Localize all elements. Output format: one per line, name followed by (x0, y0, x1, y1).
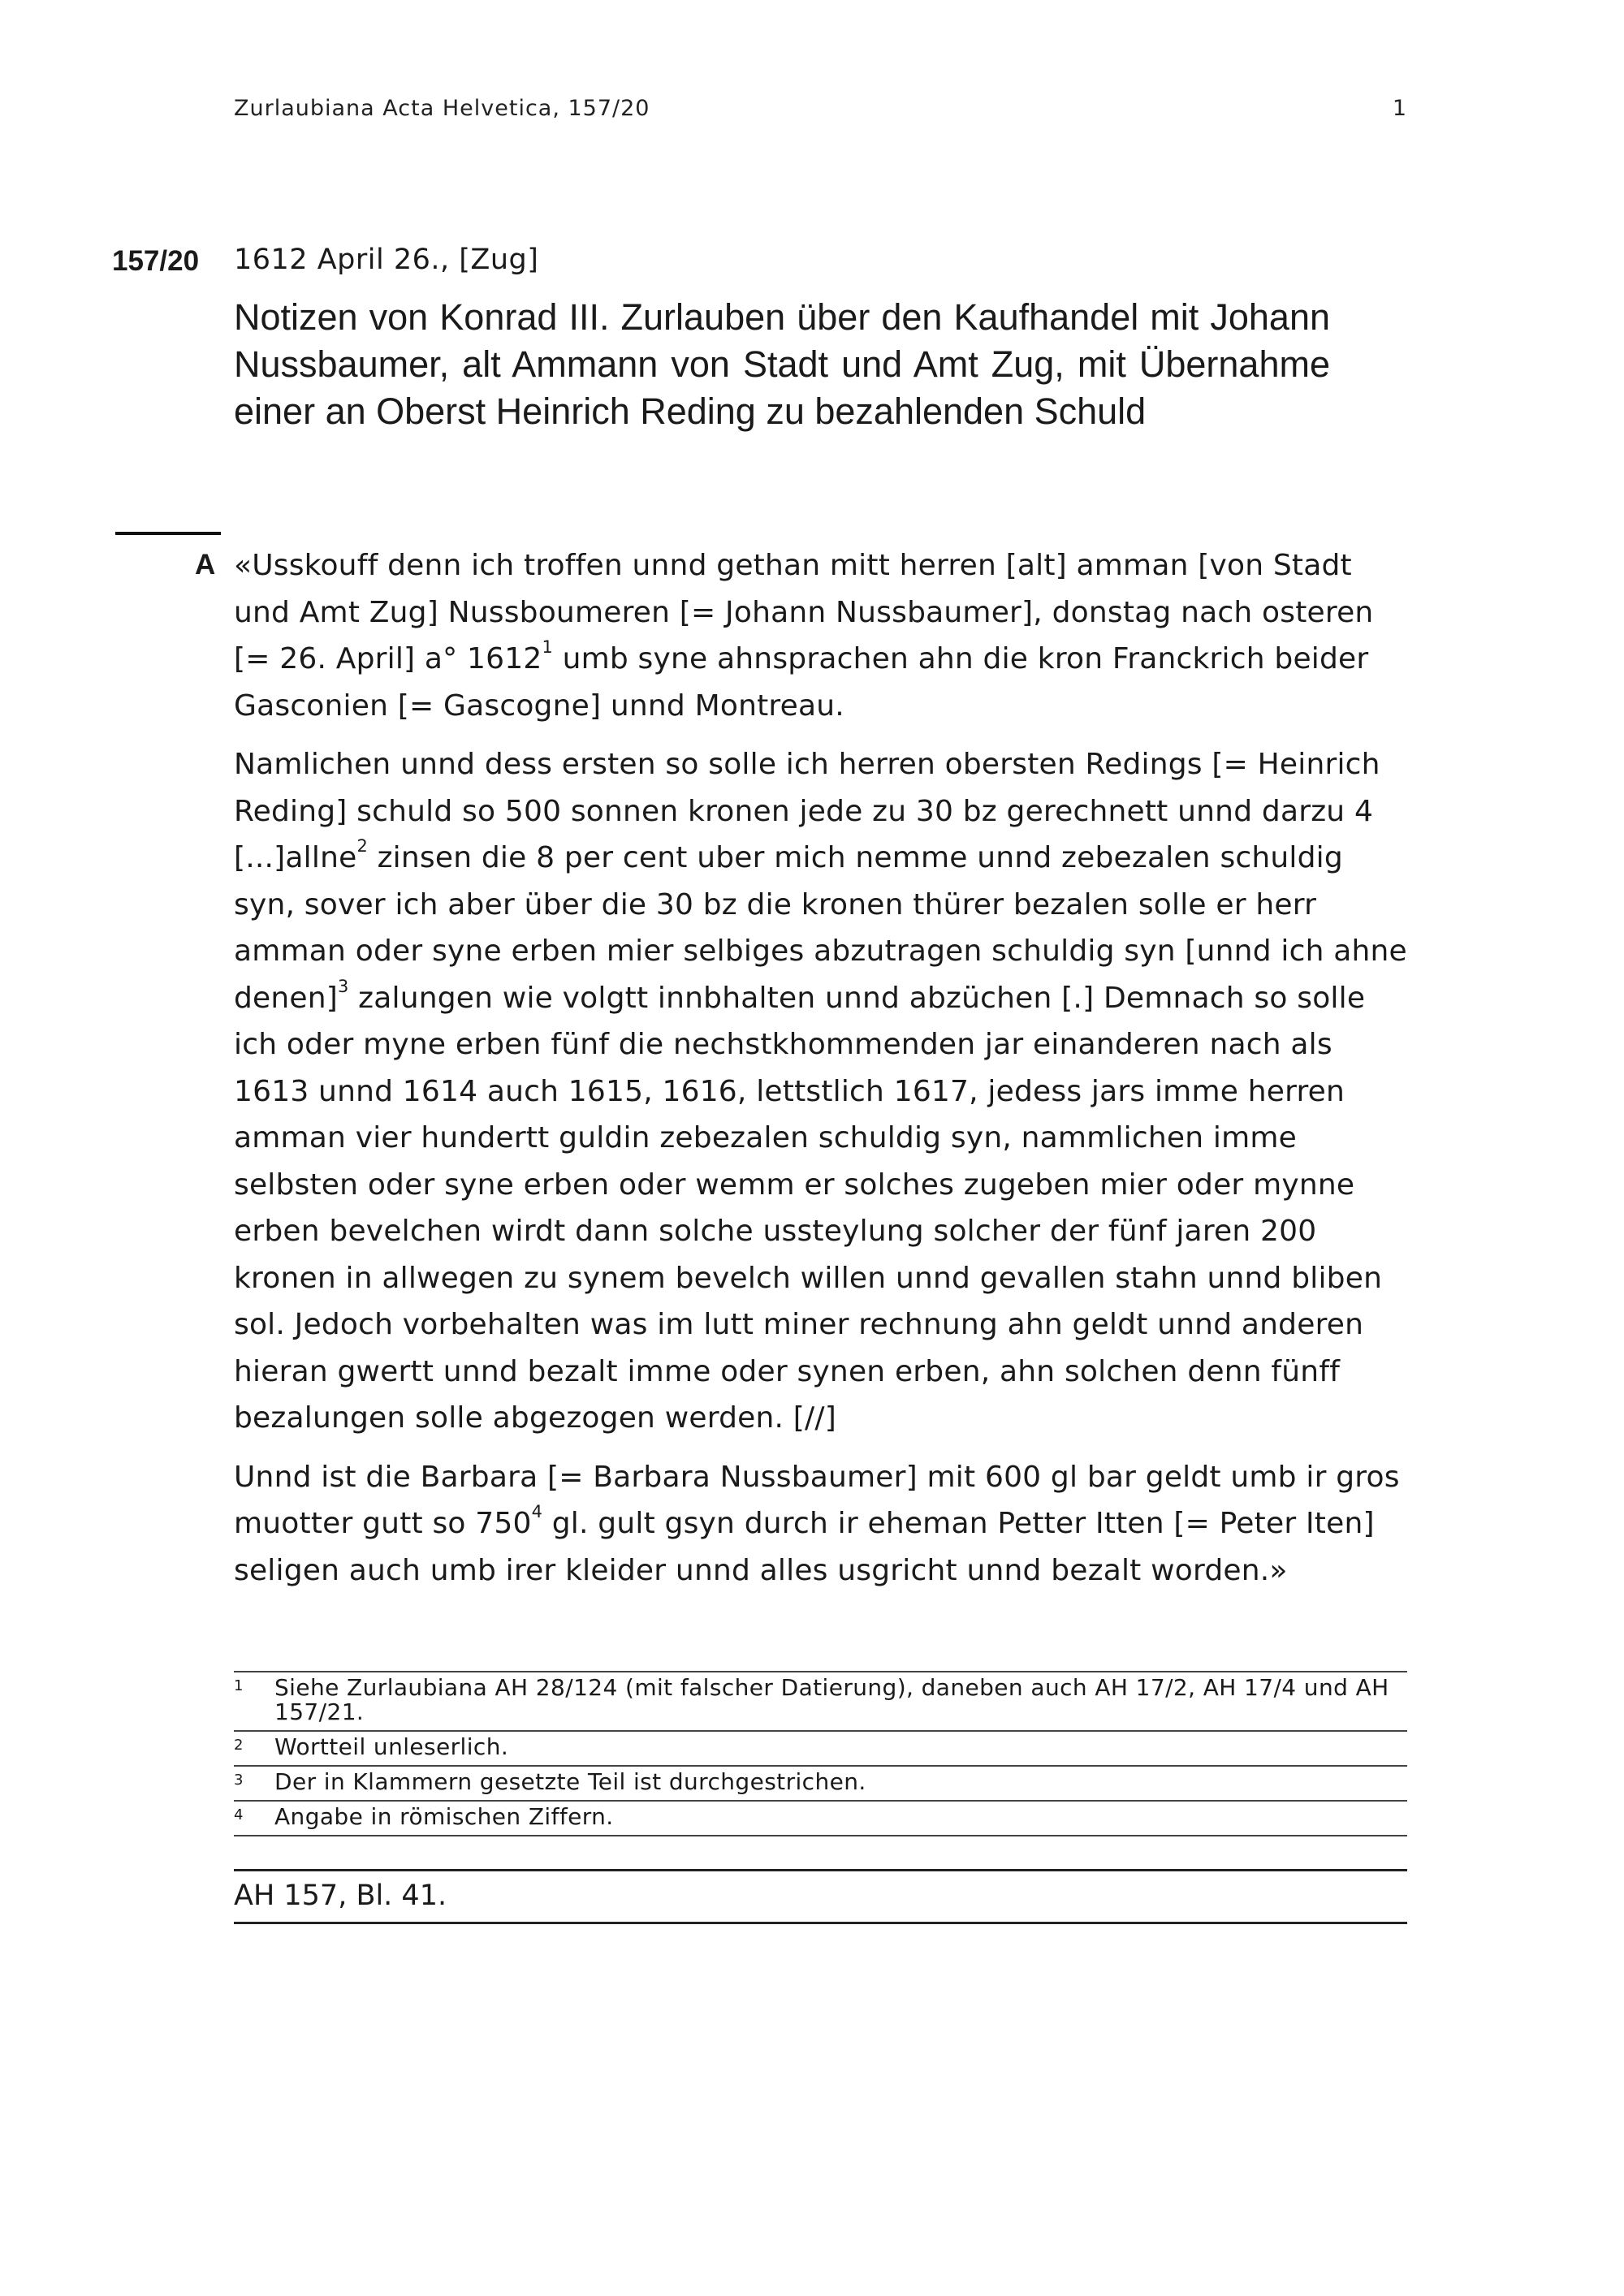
footnote-ref-1[interactable]: 1 (542, 637, 553, 658)
page-number: 1 (1392, 96, 1407, 121)
footnote-text: Angabe in römischen Ziffern. (274, 1803, 614, 1830)
footnote-ref-2[interactable]: 2 (356, 836, 368, 857)
footnote-3 (234, 1765, 1407, 1800)
paragraph-2-text-a: Namlichen unnd dess ersten so solle ich herren obersten Redings [= Heinrich Reding] schuld so 500 sonnen kronen jede zu 30 bz gerechnett unnd darzu 4 [...]allne (234, 748, 1380, 874)
footnote-1 (234, 1671, 1407, 1730)
section-divider (115, 532, 221, 535)
footnote-mark: 2 (234, 1737, 244, 1754)
paragraph-1-text-b: umb syne ahnsprachen ahn die kron Franckrich beider Gasconien [= Gascogne] unnd Montreau. (234, 642, 1369, 723)
transcription-body (234, 542, 1411, 1606)
footnote-text: Wortteil unleserlich. (274, 1733, 509, 1760)
footnote-ref-3[interactable]: 3 (338, 976, 349, 996)
document-date: 1612 April 26., [Zug] (234, 244, 539, 276)
footnote-2 (234, 1730, 1407, 1765)
paragraph-3-text-b: gl. gult gsyn durch ir eheman Petter Itten [= Peter Iten] seligen auch umb irer kleider unnd alles usgricht unnd bezalt worden.» (234, 1507, 1375, 1587)
footnote-text: Siehe Zurlaubiana AH 28/124 (mit falscher Datierung), daneben auch AH 17/2, AH 17/4 und AH 157/21. (274, 1674, 1389, 1725)
paragraph-3 (234, 1454, 1411, 1595)
source-reference: AH 157, Bl. 41. (234, 1869, 1407, 1924)
document-title: Notizen von Konrad III. Zurlauben über den Kaufhandel mit Johann Nussbaumer, alt Ammann von Stadt und Amt Zug, mit Übernahme einer an Oberst Heinrich Reding zu bezahlenden Schuld (234, 296, 1330, 432)
footnote-mark: 1 (234, 1677, 244, 1694)
footnote-mark: 3 (234, 1772, 244, 1789)
running-header-title: Zurlaubiana Acta Helvetica, 157/20 (234, 96, 650, 121)
paragraph-2-text-b: zinsen die 8 per cent uber mich nemme unnd zebezalen schuldig syn, sover ich aber über die 30 bz die kronen thürer bezalen solle er herr amman oder syne erben mier selbiges abzutragen schuldig syn [unnd ich ahne denen] (234, 841, 1407, 1015)
document-number: 157/20 (112, 245, 200, 277)
footnote-text: Der in Klammern gesetzte Teil ist durchgestrichen. (274, 1768, 866, 1795)
footnotes (234, 1671, 1407, 1836)
paragraph-1-text-a: «Usskouff denn ich troffen unnd gethan mitt herren [alt] amman [von Stadt und Amt Zug] Nussboumeren [= Johann Nussbaumer], donstag nach osteren [= 26. April] a° 1612 (234, 549, 1374, 675)
footnote-mark: 4 (234, 1806, 244, 1823)
footnote-ref-4[interactable]: 4 (531, 1502, 543, 1522)
paragraph-2-text-c: zalungen wie volgtt innbhalten unnd abzüchen [.] Demnach so solle ich oder myne erben fünf die nechstkhommenden jar einanderen nach als 1613 unnd 1614 auch 1615, 1616, lettstlich 1617, jedess jars imme herren amman vier hundertt guldin zebezalen schuldig syn, nammlichen imme selbsten oder syne erben oder wemm er solches zugeben mier oder mynne erben bevelchen wirdt dann solche ussteylung solcher der fünf jaren 200 kronen in allwegen zu synem bevelch willen unnd gevallen stahn unnd bliben sol. Jedoch vorbehalten was im lutt miner rechnung ahn geldt unnd anderen hieran gwertt unnd bezalt imme oder synen erben, ahn solchen denn fünff bezalungen solle abgezogen werden. [//] (234, 981, 1383, 1435)
section-label: A (195, 549, 216, 580)
paragraph-2 (234, 741, 1411, 1442)
footnote-4 (234, 1800, 1407, 1836)
paragraph-3-text-a: Unnd ist die Barbara [= Barbara Nussbaumer] mit 600 gl bar geldt umb ir gros muotter gutt so 750 (234, 1460, 1400, 1540)
paragraph-1 (234, 542, 1411, 729)
